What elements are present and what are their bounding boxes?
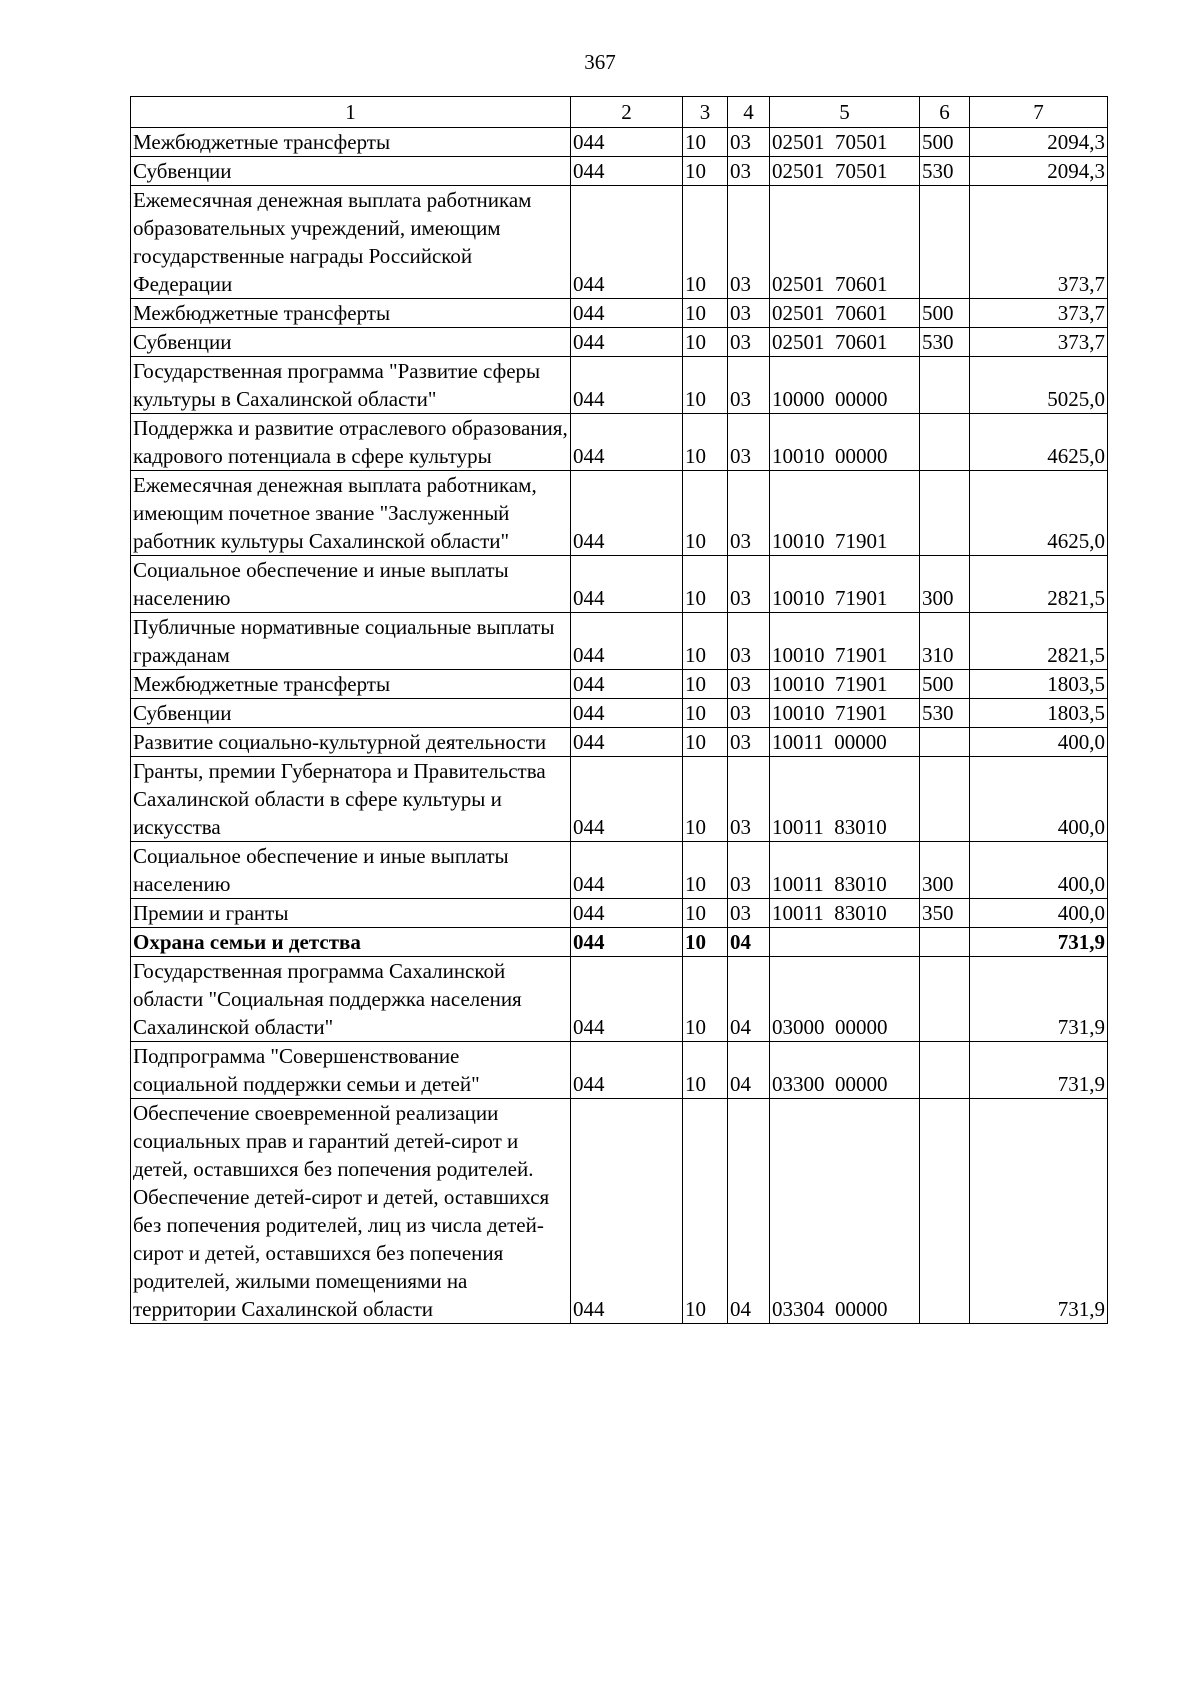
- cell-col-6: [920, 414, 970, 471]
- table-row: [131, 186, 1108, 299]
- table-row: [131, 299, 1108, 328]
- cell-col-6: [920, 1099, 970, 1324]
- cell-col-4: 03: [728, 414, 770, 471]
- cell-col-6: [920, 757, 970, 842]
- cell-col-6: 300: [920, 556, 970, 613]
- cell-name: Государственная программа "Развитие сферы культуры в Сахалинской области": [131, 357, 571, 414]
- cell-col-2: 044: [571, 186, 683, 299]
- cell-col-4: 03: [728, 899, 770, 928]
- cell-col-2: 044: [571, 357, 683, 414]
- header-col-5: 5: [770, 97, 920, 128]
- header-row: [131, 97, 1108, 128]
- cell-col-5: 02501 70501: [770, 157, 920, 186]
- cell-col-5: 03304 00000: [770, 1099, 920, 1324]
- cell-col-2: 044: [571, 699, 683, 728]
- cell-name: Субвенции: [131, 157, 571, 186]
- cell-col-3: 10: [683, 842, 728, 899]
- cell-col-5: 10000 00000: [770, 357, 920, 414]
- cell-name: Ежемесячная денежная выплата работникам, имеющим почетное звание "Заслуженный работник культуры Сахалинской области": [131, 471, 571, 556]
- cell-col-5: 03000 00000: [770, 957, 920, 1042]
- cell-col-4: 03: [728, 842, 770, 899]
- cell-col-5: 02501 70501: [770, 128, 920, 157]
- cell-col-4: 03: [728, 128, 770, 157]
- cell-amount: 5025,0: [970, 357, 1108, 414]
- cell-amount: 1803,5: [970, 670, 1108, 699]
- cell-amount: 400,0: [970, 728, 1108, 757]
- cell-col-2: 044: [571, 613, 683, 670]
- cell-amount: 373,7: [970, 186, 1108, 299]
- table-row: [131, 899, 1108, 928]
- header-col-4: 4: [728, 97, 770, 128]
- cell-col-3: 10: [683, 186, 728, 299]
- cell-name: Поддержка и развитие отраслевого образования, кадрового потенциала в сфере культуры: [131, 414, 571, 471]
- cell-col-6: 530: [920, 157, 970, 186]
- cell-col-4: 04: [728, 1099, 770, 1324]
- cell-col-2: 044: [571, 299, 683, 328]
- cell-col-2: 044: [571, 556, 683, 613]
- cell-col-5: 10011 00000: [770, 728, 920, 757]
- table-row: [131, 357, 1108, 414]
- table-row: [131, 699, 1108, 728]
- cell-col-3: 10: [683, 1042, 728, 1099]
- cell-col-4: 03: [728, 357, 770, 414]
- cell-col-6: 310: [920, 613, 970, 670]
- cell-amount: 373,7: [970, 299, 1108, 328]
- cell-col-2: 044: [571, 957, 683, 1042]
- cell-col-4: 03: [728, 728, 770, 757]
- cell-col-2: 044: [571, 899, 683, 928]
- table-row: [131, 556, 1108, 613]
- table-row: [131, 328, 1108, 357]
- cell-col-3: 10: [683, 670, 728, 699]
- cell-col-3: 10: [683, 157, 728, 186]
- cell-col-2: 044: [571, 414, 683, 471]
- cell-amount: 1803,5: [970, 699, 1108, 728]
- table-row: [131, 928, 1108, 957]
- cell-amount: 2821,5: [970, 613, 1108, 670]
- cell-col-3: 10: [683, 471, 728, 556]
- cell-col-6: 500: [920, 128, 970, 157]
- cell-col-4: 04: [728, 957, 770, 1042]
- cell-col-2: 044: [571, 728, 683, 757]
- cell-col-5: 03300 00000: [770, 1042, 920, 1099]
- cell-col-3: 10: [683, 128, 728, 157]
- table-row: [131, 613, 1108, 670]
- header-col-2: 2: [571, 97, 683, 128]
- cell-col-6: [920, 471, 970, 556]
- cell-col-3: 10: [683, 899, 728, 928]
- cell-col-6: [920, 357, 970, 414]
- cell-col-6: 350: [920, 899, 970, 928]
- cell-col-2: 044: [571, 842, 683, 899]
- cell-col-3: 10: [683, 1099, 728, 1324]
- cell-col-4: 03: [728, 556, 770, 613]
- table-row: [131, 728, 1108, 757]
- table-row: [131, 1099, 1108, 1324]
- cell-col-4: 03: [728, 757, 770, 842]
- cell-col-6: 530: [920, 328, 970, 357]
- cell-col-5: 02501 70601: [770, 328, 920, 357]
- cell-col-3: 10: [683, 957, 728, 1042]
- cell-col-4: 03: [728, 699, 770, 728]
- cell-col-4: 03: [728, 670, 770, 699]
- header-col-6: 6: [920, 97, 970, 128]
- cell-col-5: 10010 71901: [770, 699, 920, 728]
- cell-col-5: 10011 83010: [770, 899, 920, 928]
- table-row: [131, 1042, 1108, 1099]
- cell-name: Ежемесячная денежная выплата работникам образовательных учреждений, имеющим государственные награды Российской Федерации: [131, 186, 571, 299]
- table-row: [131, 842, 1108, 899]
- cell-col-5: 10011 83010: [770, 842, 920, 899]
- cell-col-5: 10010 71901: [770, 471, 920, 556]
- cell-col-6: [920, 728, 970, 757]
- cell-col-5: 10010 00000: [770, 414, 920, 471]
- cell-col-2: 044: [571, 670, 683, 699]
- cell-col-4: 04: [728, 928, 770, 957]
- cell-col-2: 044: [571, 1099, 683, 1324]
- cell-amount: 2094,3: [970, 157, 1108, 186]
- cell-name: Межбюджетные трансферты: [131, 670, 571, 699]
- header-col-3: 3: [683, 97, 728, 128]
- cell-name: Обеспечение своевременной реализации социальных прав и гарантий детей-сирот и детей, оставшихся без попечения родителей. Обеспечение детей-сирот и детей, оставшихся без попечения родителей, лиц из числа детей-сирот и детей, оставшихся без попечения родителей, жилыми помещениями на территории Сахалинской области: [131, 1099, 571, 1324]
- cell-col-6: 300: [920, 842, 970, 899]
- cell-amount: 400,0: [970, 899, 1108, 928]
- cell-name: Социальное обеспечение и иные выплаты населению: [131, 842, 571, 899]
- cell-col-4: 03: [728, 613, 770, 670]
- cell-col-3: 10: [683, 757, 728, 842]
- cell-amount: 731,9: [970, 1042, 1108, 1099]
- cell-col-6: 500: [920, 299, 970, 328]
- cell-col-2: 044: [571, 471, 683, 556]
- cell-col-5: 02501 70601: [770, 299, 920, 328]
- cell-name: Охрана семьи и детства: [131, 928, 571, 957]
- cell-col-3: 10: [683, 928, 728, 957]
- cell-col-2: 044: [571, 928, 683, 957]
- cell-col-5: [770, 928, 920, 957]
- cell-name: Межбюджетные трансферты: [131, 128, 571, 157]
- table-row: [131, 414, 1108, 471]
- cell-col-2: 044: [571, 328, 683, 357]
- cell-col-4: 03: [728, 471, 770, 556]
- cell-name: Публичные нормативные социальные выплаты гражданам: [131, 613, 571, 670]
- cell-col-3: 10: [683, 613, 728, 670]
- cell-col-5: 02501 70601: [770, 186, 920, 299]
- cell-name: Гранты, премии Губернатора и Правительства Сахалинской области в сфере культуры и искусства: [131, 757, 571, 842]
- cell-col-5: 10010 71901: [770, 670, 920, 699]
- cell-col-2: 044: [571, 128, 683, 157]
- cell-col-4: 03: [728, 186, 770, 299]
- cell-col-2: 044: [571, 757, 683, 842]
- page-number: 367: [584, 50, 616, 74]
- cell-col-4: 03: [728, 157, 770, 186]
- cell-col-3: 10: [683, 357, 728, 414]
- cell-amount: 373,7: [970, 328, 1108, 357]
- cell-name: Развитие социально-культурной деятельности: [131, 728, 571, 757]
- cell-col-4: 03: [728, 299, 770, 328]
- cell-amount: 4625,0: [970, 414, 1108, 471]
- cell-col-2: 044: [571, 157, 683, 186]
- cell-amount: 4625,0: [970, 471, 1108, 556]
- budget-table: [130, 96, 1108, 1324]
- cell-col-3: 10: [683, 556, 728, 613]
- table-row: [131, 757, 1108, 842]
- cell-col-4: 03: [728, 328, 770, 357]
- cell-name: Государственная программа Сахалинской области "Социальная поддержка населения Сахалинской области": [131, 957, 571, 1042]
- cell-amount: 400,0: [970, 842, 1108, 899]
- cell-col-6: 500: [920, 670, 970, 699]
- header-col-7: 7: [970, 97, 1108, 128]
- cell-name: Субвенции: [131, 699, 571, 728]
- cell-amount: 2821,5: [970, 556, 1108, 613]
- cell-col-6: [920, 928, 970, 957]
- cell-name: Премии и гранты: [131, 899, 571, 928]
- table-row: [131, 471, 1108, 556]
- table-row: [131, 128, 1108, 157]
- cell-amount: 400,0: [970, 757, 1108, 842]
- cell-amount: 731,9: [970, 928, 1108, 957]
- cell-col-6: [920, 186, 970, 299]
- cell-col-5: 10010 71901: [770, 556, 920, 613]
- cell-amount: 731,9: [970, 1099, 1108, 1324]
- cell-col-2: 044: [571, 1042, 683, 1099]
- cell-col-3: 10: [683, 299, 728, 328]
- cell-col-5: 10010 71901: [770, 613, 920, 670]
- cell-name: Социальное обеспечение и иные выплаты населению: [131, 556, 571, 613]
- cell-name: Межбюджетные трансферты: [131, 299, 571, 328]
- table-row: [131, 670, 1108, 699]
- table-row: [131, 957, 1108, 1042]
- cell-col-6: 530: [920, 699, 970, 728]
- cell-col-3: 10: [683, 328, 728, 357]
- header-col-1: 1: [131, 97, 571, 128]
- table-row: [131, 157, 1108, 186]
- cell-col-3: 10: [683, 414, 728, 471]
- cell-amount: 731,9: [970, 957, 1108, 1042]
- cell-col-3: 10: [683, 699, 728, 728]
- cell-name: Подпрограмма "Совершенствование социальной поддержки семьи и детей": [131, 1042, 571, 1099]
- table-body: [131, 128, 1108, 1324]
- cell-col-6: [920, 957, 970, 1042]
- cell-amount: 2094,3: [970, 128, 1108, 157]
- cell-name: Субвенции: [131, 328, 571, 357]
- cell-col-4: 04: [728, 1042, 770, 1099]
- cell-col-6: [920, 1042, 970, 1099]
- cell-col-3: 10: [683, 728, 728, 757]
- cell-col-5: 10011 83010: [770, 757, 920, 842]
